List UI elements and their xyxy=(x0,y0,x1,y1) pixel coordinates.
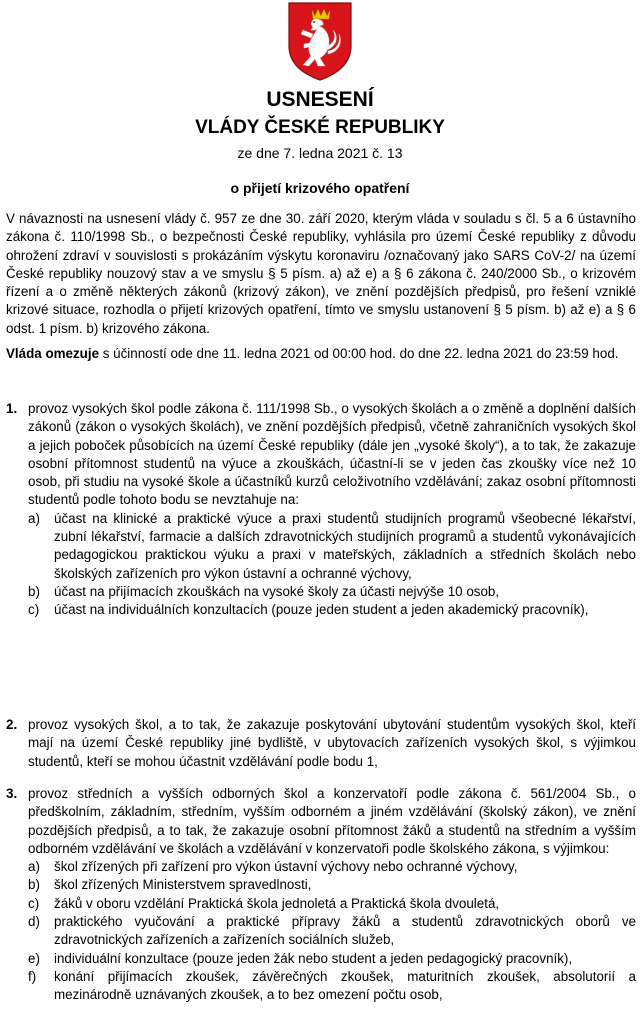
document-date: ze dne 7. ledna 2021 č. 13 xyxy=(237,145,403,161)
sub-item xyxy=(28,913,636,950)
sub-item-text: žáků v oboru vzdělání Praktická škola jednoletá a Praktická škola dvouletá, xyxy=(54,895,500,911)
sub-item-letter: a) xyxy=(28,510,40,526)
document-subtitle: VLÁDY ČESKÉ REPUBLIKY xyxy=(195,117,445,138)
item-text: provoz vysokých škol podle zákona č. 111/1998 Sb., o vysokých školách a o změně a doplnění dalších zákonů (zákon o vysokých školách), ve znění pozdějších předpisů, včetně zahraničních vysokých škol a jejich poboček působících na území České republiky (dále jen „vysoké školy“), a to tak, že zakazuje osobní přítomnost studentů na výuce a zkouškách, účastní-li se v jeden čas zkoušky více než 10 osob, při studiu na vysoké škole a účastníků kurzů celoživotního vzdělávání; zakaz osobní přítomnosti studentů podle tohoto bodu se nevztahuje na: xyxy=(28,401,636,508)
sub-item xyxy=(28,950,636,968)
sub-item-text: konání přijímacích zkoušek, závěrečných zkoušek, maturitních zkoušek, absolutorií a mezinárodně uznávaných zkoušek, a to bez omezení počtu osob, xyxy=(54,968,636,1003)
item-number: 1. xyxy=(6,401,18,416)
sub-item-letter: c) xyxy=(28,895,40,911)
sub-item-letter: a) xyxy=(28,859,40,875)
list-item-3 xyxy=(6,785,636,1005)
decision-paragraph xyxy=(6,345,636,363)
sub-item xyxy=(28,510,636,583)
sub-item-letter: e) xyxy=(28,950,40,966)
sub-item-letter: b) xyxy=(28,877,40,893)
sub-item-text: účast na individuálních konzultacích (pouze jeden student a jeden akademický pracovník), xyxy=(54,602,589,618)
sub-item xyxy=(28,876,636,894)
sub-item xyxy=(28,858,636,876)
sub-item-letter: b) xyxy=(28,583,40,599)
intro-paragraph: V návaznosti na usnesení vlády č. 957 ze dne 30. září 2020, kterým vláda v souladu s čl. 5 a 6 ústavního zákona č. 110/1998 Sb., o bezpečnosti České republiky, vyhlásila pro území České republiky z důvodu ohrožení zdraví v souvislosti s prokázáním výskytu koronaviru /označovaný jako SARS CoV-2/ na území České republiky nouzový stav a ve smyslu § 5 písm. a) až e) a § 6 zákona č. 240/2000 Sb., o krizovém řízení a o změně některých zákonů (krizový zákon), ve znění pozdějších předpisů, pro řešení vzniklé krizové situace, rozhodla o přijetí krizových opatření, tímto ve smyslu ustanovení § 5 písm. b) až e) a § 6 odst. 1 písm. b) krizového zákona. xyxy=(6,211,636,336)
sub-item xyxy=(28,895,636,913)
item-text: provoz vysokých škol, a to tak, že zakazuje poskytování ubytování studentům vysokých škol, kteří mají na území České republiky jiné bydliště, v ubytovacích zařízeních vysokých škol, s výjimkou studentů, kteří se mohou účastnit vzdělávání podle bodu 1, xyxy=(28,717,636,769)
sub-item-text: škol zřízených při zařízení pro výkon ústavní výchovy nebo ochranné výchovy, xyxy=(54,859,518,875)
sub-item xyxy=(28,601,636,619)
sub-item-text: praktického vyučování a praktické přípravy žáků a studentů zdravotnických oborů ve zdravotnických zařízeních a zařízeních sociálních služeb, xyxy=(54,914,636,948)
decision-lead: Vláda omezuje xyxy=(6,346,100,361)
item-number: 2. xyxy=(6,717,18,732)
sub-item-letter: c) xyxy=(28,602,40,618)
sub-item-text: účast na klinické a praktické výuce a praxi studentů studijních programů všeobecné lékařství, zubní lékařství, farmacie a dalších zdravotnických studijních programů a studentů vykonávajících pedagogickou praktickou výuku a praxi v mateřských, základních a středních školách nebo školských zařízeních pro výkon ústavní a ochranné výchovy, xyxy=(54,510,636,581)
sub-item xyxy=(28,583,636,601)
sub-item-text: individuální konzultace (pouze jeden žák nebo student a jeden pedagogický pracovník), xyxy=(54,950,573,966)
sub-item-letter: d) xyxy=(28,914,40,930)
sub-item xyxy=(28,968,636,1005)
document-title: USNESENÍ xyxy=(266,88,374,111)
sub-item-text: škol zřízených Ministerstvem spravedlnosti, xyxy=(54,877,312,893)
item-text: provoz středních a vyšších odborných škol a konzervatoří podle zákona č. 561/2004 Sb., o předškolním, základním, středním, vyšším odborném a jiném vzdělávání (školský zákon), ve znění pozdějších předpisů, a to tak, že zakazuje osobní přítomnost žáků a studentů na středním a vyšším odborném vzdělávání ve školách a vzdělávání v konzervatoři podle školského zákona, s výjimkou: xyxy=(28,786,636,856)
document-subject: o přijetí krizového opatření xyxy=(230,180,410,196)
sub-item-text: účast na přijímacích zkouškách na vysoké školy za účasti nejvýše 10 osob, xyxy=(54,583,500,599)
decision-text: s účinností ode dne 11. ledna 2021 od 00:00 hod. do dne 22. ledna 2021 do 23:59 hod. xyxy=(99,346,619,361)
item-number: 3. xyxy=(6,786,18,801)
sub-item-letter: f) xyxy=(28,968,37,984)
list-item-2 xyxy=(6,716,636,771)
czech-coat-of-arms-icon xyxy=(285,0,355,82)
list-item-1 xyxy=(6,400,636,620)
